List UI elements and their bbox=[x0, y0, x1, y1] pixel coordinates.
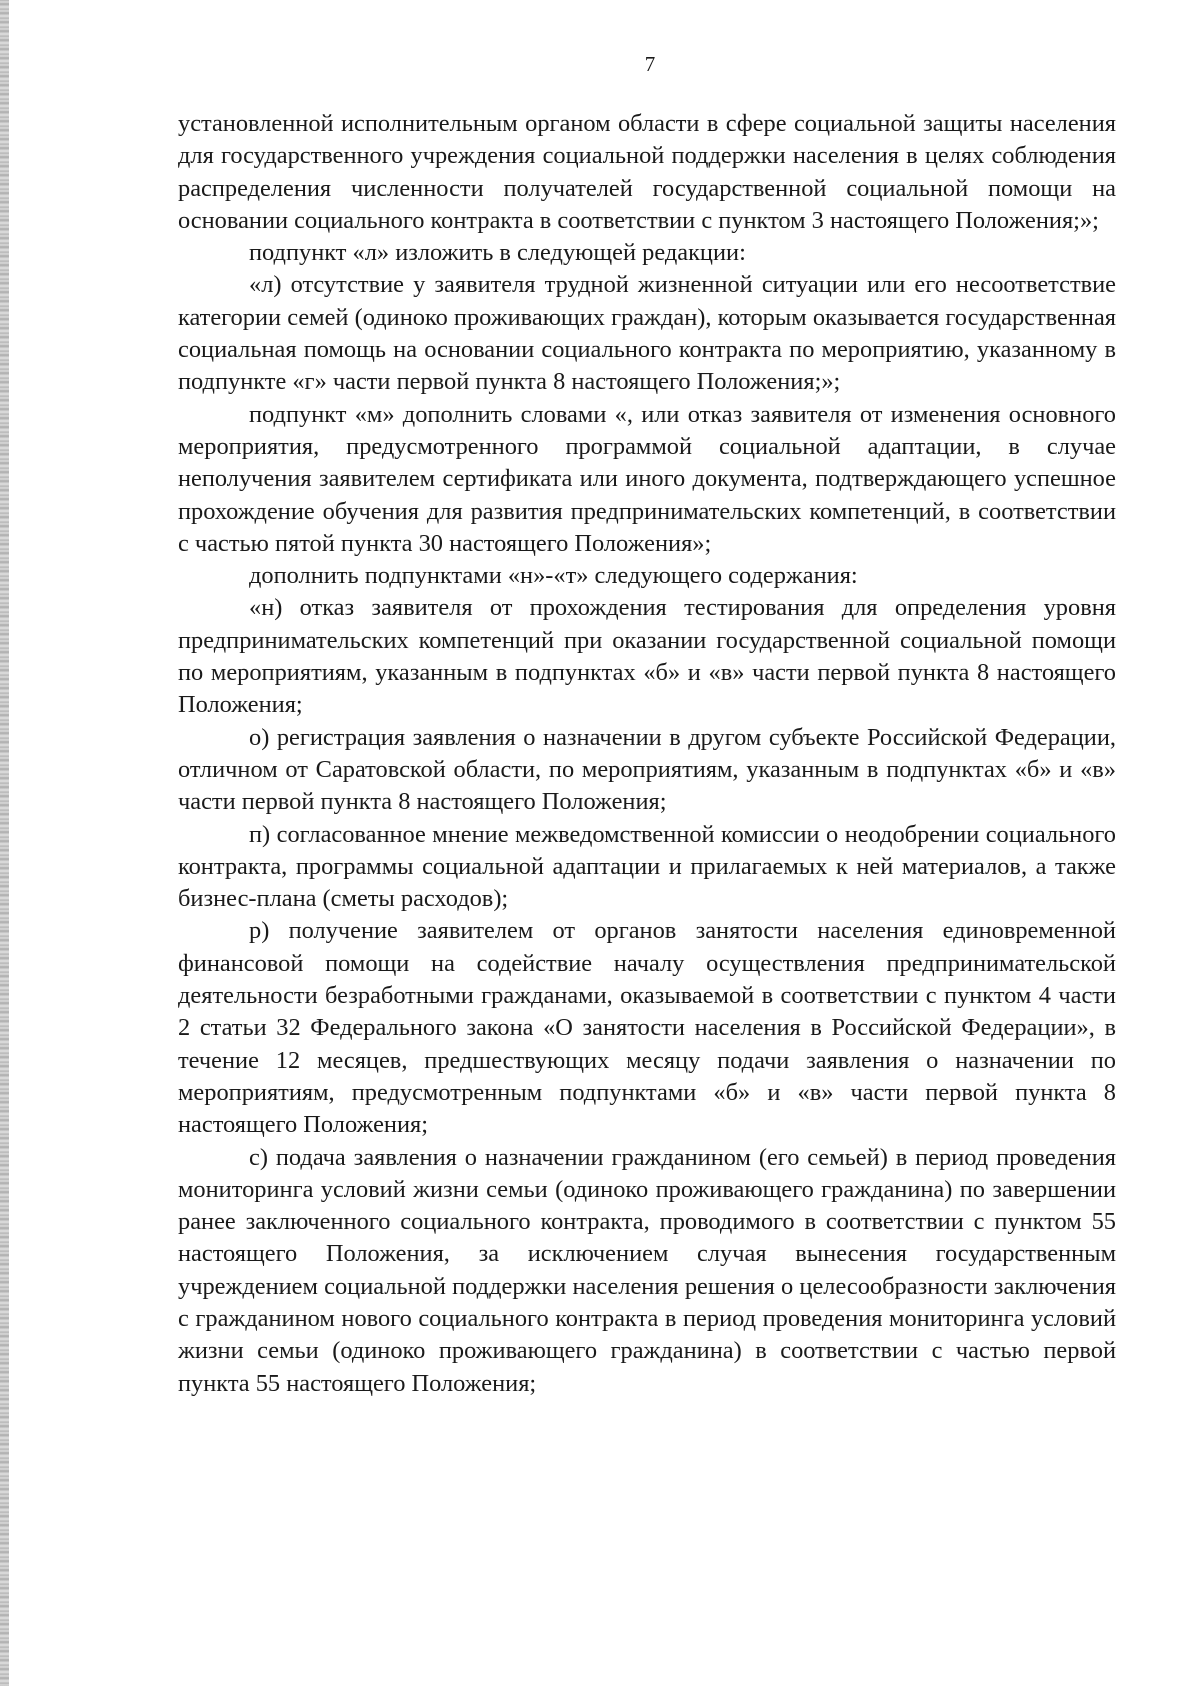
document-body bbox=[178, 108, 1116, 1400]
paragraph-subitem-l-intro: подпункт «л» изложить в следующей редакции: bbox=[249, 239, 746, 267]
paragraph-subitem-m: подпункт «м» дополнить словами «, или отказ заявителя от изменения основного мероприятия, предусмотренного программой социальной адаптации, в случае неполучения заявителем сертификата или иного документа, подтверждающего успешное прохождение обучения для развития предпринимательских компетенций, в соответствии с частью пятой пункта 30 настоящего Положения»; bbox=[178, 400, 1116, 557]
paragraph-subitem-n: «н) отказ заявителя от прохождения тестирования для определения уровня предпринимательских компетенций при оказании государственной социальной помощи по мероприятиям, указанным в подпунктах «б» и «в» части первой пункта 8 настоящего Положения; bbox=[178, 594, 1116, 719]
paragraph-subitem-p: п) согласованное мнение межведомственной комиссии о неодобрении социального контракта, программы социальной адаптации и прилагаемых к ней материалов, а также бизнес-плана (сметы расходов); bbox=[178, 820, 1116, 913]
scan-edge-shadow bbox=[0, 0, 9, 1686]
page-number: 7 bbox=[644, 52, 656, 76]
paragraph-subitem-l: «л) отсутствие у заявителя трудной жизненной ситуации или его несоответствие категории семей (одиноко проживающих граждан), которым оказывается государственная социальная помощь на основании социального контракта по мероприятию, указанному в подпункте «г» части первой пункта 8 настоящего Положения;»; bbox=[178, 271, 1116, 396]
paragraph-subitem-r: р) получение заявителем от органов занятости населения единовременной финансовой помощи на содействие началу осуществления предпринимательской деятельности безработными гражданами, оказываемой в соответствии с пунктом 4 части 2 статьи 32 Федерального закона «О занятости населения в Российской Федерации», в течение 12 месяцев, предшествующих месяцу подачи заявления о назначении по мероприятиям, предусмотренным подпунктами «б» и «в» части первой пункта 8 настоящего Положения; bbox=[178, 917, 1116, 1139]
paragraph-subitem-s: с) подача заявления о назначении гражданином (его семьей) в период проведения мониторинга условий жизни семьи (одиноко проживающего гражданина) по завершении ранее заключенного социального контракта, проводимого в соответствии с пунктом 55 настоящего Положения, за исключением случая вынесения государственным учреждением социальной поддержки населения решения о целесообразности заключения с гражданином нового социального контракта в период проведения мониторинга условий жизни семьи (одиноко проживающего гражданина) в соответствии с частью первой пункта 55 настоящего Положения; bbox=[178, 1143, 1116, 1397]
paragraph-subitem-o: о) регистрация заявления о назначении в другом субъекте Российской Федерации, отличном от Саратовской области, по мероприятиям, указанным в подпунктах «б» и «в» части первой пункта 8 настоящего Положения; bbox=[178, 723, 1116, 816]
paragraph-continuation: установленной исполнительным органом области в сфере социальной защиты населения для государственного учреждения социальной поддержки населения в целях соблюдения распределения численности получателей государственной социальной помощи на основании социального контракта в соответствии с пунктом 3 настоящего Положения;»; bbox=[178, 110, 1116, 234]
paragraph-subitems-intro: дополнить подпунктами «н»-«т» следующего содержания: bbox=[249, 562, 858, 590]
